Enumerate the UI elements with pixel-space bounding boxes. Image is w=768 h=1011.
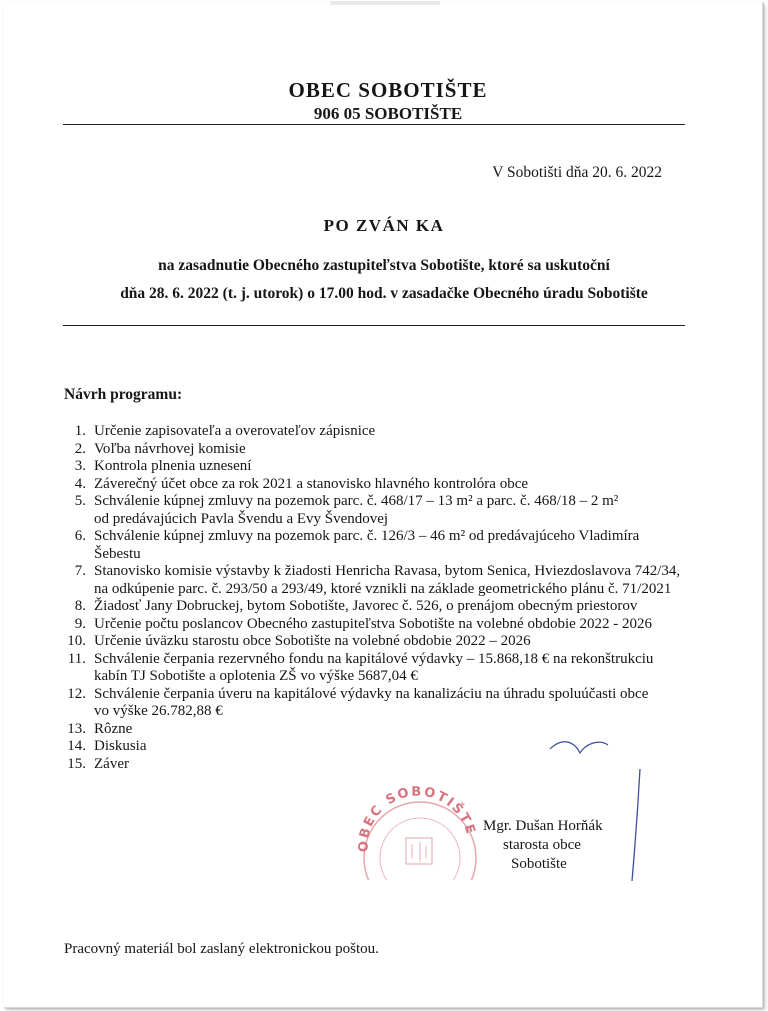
agenda-item-number: 4.	[74, 475, 86, 492]
agenda-item-number: 1.	[74, 423, 86, 439]
agenda-item-text: Kontrola plnenia uznesení	[94, 458, 252, 474]
agenda-item-text: Záverečný účet obce za rok 2021 a stanovisko hlavného kontrolóra obce	[94, 475, 529, 492]
agenda-item-continuation: na odkúpenie parc. č. 293/50 a 293/49, ktoré vznikli na základe geometrického plánu č. 71/2021	[94, 580, 672, 597]
date-line: V Sobotišti dňa 20. 6. 2022	[492, 164, 662, 181]
agenda-list	[62, 423, 702, 773]
agenda-item	[62, 476, 702, 494]
agenda-item-text: Žiadosť Jany Dobruckej, bytom Sobotište, Javorec č. 526, o prenájom obecným priestorov	[94, 598, 638, 614]
header-municipality: OBEC SOBOTIŠTE	[288, 78, 488, 102]
agenda-item-continuation: kabín TJ Sobotište a oplotenia ZŠ vo výške 5687,04 €	[94, 668, 418, 684]
agenda-item-text: Voľba návrhovej komisie	[94, 440, 246, 457]
agenda-item-number: 13.	[67, 720, 86, 737]
signatory-name: Mgr. Dušan Horňák	[483, 818, 603, 834]
agenda-item-text: Schválenie čerpania úveru na kapitálové výdavky na kanalizáciu na úhradu spoluúčasti obce	[94, 685, 649, 702]
agenda-item-text: Určenie počtu poslancov Obecného zastupiteľstva Sobotište na volebné obdobie 2022 - 2026	[94, 615, 653, 632]
agenda-item-number: 7.	[74, 563, 86, 579]
agenda-item	[62, 598, 702, 616]
agenda-item-text: Rôzne	[94, 720, 133, 737]
agenda-item-text: Diskusia	[94, 738, 147, 754]
agenda-item	[62, 493, 702, 528]
header-divider	[63, 124, 685, 125]
agenda-item-text: Záver	[94, 755, 129, 772]
agenda-item	[62, 616, 702, 634]
agenda-item-text: Schválenie kúpnej zmluvy na pozemok parc. č. 126/3 – 46 m² od predávajúceho Vladimíra	[94, 528, 640, 544]
stamp-text: OBEC SOBOTIŠTE	[356, 784, 479, 853]
agenda-item-number: 14.	[67, 738, 86, 754]
agenda-item-text: Stanovisko komisie výstavby k žiadosti Henricha Ravasa, bytom Senica, Hviezdoslavova 742/34,	[94, 563, 681, 579]
agenda-item-text: Určenie úväzku starostu obce Sobotište na volebné obdobie 2022 – 2026	[94, 633, 531, 649]
agenda-item-number: 8.	[74, 598, 86, 614]
program-label: Návrh programu:	[64, 386, 183, 403]
agenda-item-number: 11.	[67, 650, 86, 667]
agenda-item	[62, 686, 702, 721]
signatory-role: starosta obce	[503, 837, 581, 853]
agenda-item	[62, 458, 702, 476]
official-stamp	[350, 780, 480, 880]
subtitle-divider	[63, 325, 685, 326]
agenda-item	[62, 528, 702, 563]
agenda-item-number: 2.	[74, 440, 86, 457]
agenda-item	[62, 651, 702, 686]
agenda-item-number: 5.	[74, 493, 86, 509]
signatory-place: Sobotište	[511, 856, 567, 872]
agenda-item-continuation: vo výške 26.782,88 €	[94, 703, 223, 719]
agenda-item-number: 12.	[67, 685, 86, 702]
agenda-item	[62, 423, 702, 441]
agenda-item-number: 15.	[67, 755, 86, 772]
agenda-item-text: Schválenie kúpnej zmluvy na pozemok parc. č. 468/17 – 13 m² a parc. č. 468/18 – 2 m²	[94, 493, 619, 509]
agenda-item-continuation: od predávajúcich Pavla Švendu a Evy Švendovej	[94, 510, 389, 527]
agenda-item-text: Určenie zapisovateľa a overovateľov zápisnice	[94, 423, 376, 439]
agenda-item-continuation: Šebestu	[94, 545, 141, 562]
agenda-item	[62, 441, 702, 459]
agenda-item-number: 3.	[74, 458, 86, 474]
header-address: 906 05 SOBOTIŠTE	[313, 104, 463, 123]
agenda-item	[62, 563, 702, 598]
agenda-item	[62, 633, 702, 651]
agenda-item-number: 9.	[74, 615, 86, 632]
agenda-item-number: 10.	[67, 633, 86, 649]
scan-mark	[330, 0, 440, 8]
document-title: PO ZVÁN KA	[323, 216, 445, 235]
subtitle-line-2: dňa 28. 6. 2022 (t. j. utorok) o 17.00 hod. v zasadačke Obecného úradu Sobotište	[120, 285, 648, 302]
subtitle-line-1: na zasadnutie Obecného zastupiteľstva Sobotište, ktoré sa uskutoční	[158, 257, 610, 274]
agenda-item-text: Schválenie čerpania rezervného fondu na kapitálové výdavky – 15.868,18 € na rekonštrukciu	[94, 650, 654, 667]
footer-note: Pracovný materiál bol zaslaný elektronickou poštou.	[64, 941, 379, 957]
agenda-item-number: 6.	[74, 528, 86, 544]
